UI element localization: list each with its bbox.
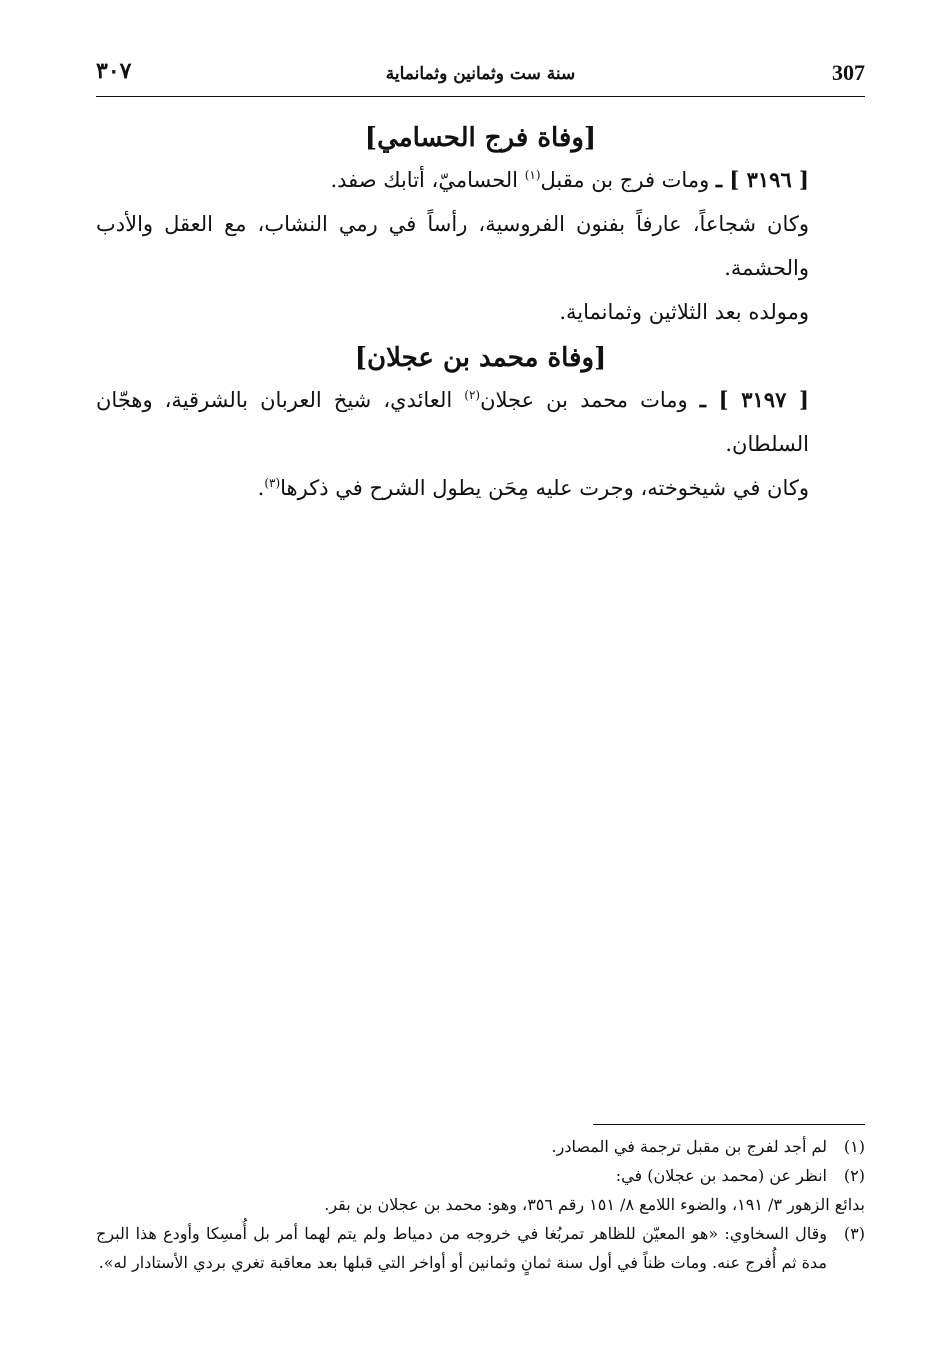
page-number-latin: 307 xyxy=(832,60,865,85)
footnote-mark: (٣) xyxy=(843,1224,865,1243)
entry-text: العائدي، شيخ العربان بالشرقية، وهجّان السلطان. xyxy=(96,388,809,456)
entry-paragraph xyxy=(96,378,865,466)
footnote-ref: (١) xyxy=(524,168,541,182)
footnote-text: وقال السخاوي: «هو المعيّن للظاهر تمربُغا في خروجه من دمياط ولم يتم لهما أمر بل أُمسِكا وأودع هذا البرج مدة ثم أُفرج عنه. ومات ظناً في أول سنة ثمانٍ وثمانين أو أواخر التي قبلها بعد معاقبة تغري بردي الأستادار له». xyxy=(96,1224,827,1272)
footnote-3 xyxy=(96,1219,865,1277)
footnote-2-continuation: بدائع الزهور ٣/ ١٩١، والضوء اللامع ٨/ ١٥١ رقم ٣٥٦، وهو: محمد بن عجلان بن بقر. xyxy=(324,1195,865,1214)
footnote-separator xyxy=(593,1124,865,1125)
entry-number: [ ٣١٩٦ ] ـ xyxy=(715,167,809,192)
running-title: سنة ست وثمانين وثمانماية xyxy=(385,64,576,84)
body-paragraph: ومولده بعد الثلاثين وثمانماية. xyxy=(559,300,809,324)
entry-number: [ ٣١٩٧ ] ـ xyxy=(699,387,809,412)
footnote-ref: (٣) xyxy=(264,476,281,490)
entry-text: الحساميّ، أتابك صفد. xyxy=(330,168,525,192)
body-paragraph: وكان شجاعاً، عارفاً بفنون الفروسية، رأساً في رمي النشاب، مع العقل والأدب والحشمة. xyxy=(96,212,809,280)
page-number-arabic: ٣٠٧ xyxy=(96,58,132,84)
entry-text: ومات فرج بن مقبل xyxy=(540,168,716,192)
footnote-text: لم أجد لفرج بن مقبل ترجمة في المصادر. xyxy=(551,1137,827,1156)
body-text: . xyxy=(257,476,265,500)
body-text: وكان في شيخوخته، وجرت عليه مِحَن يطول الشرح في ذكرها xyxy=(280,476,809,500)
entry-text: ومات محمد بن عجلان xyxy=(480,388,700,412)
page-header xyxy=(96,58,865,97)
footnote-mark: (٢) xyxy=(843,1166,865,1185)
footnotes xyxy=(96,1132,865,1277)
section-heading: [وفاة محمد بن عجلان] xyxy=(354,343,607,373)
section-heading: [وفاة فرج الحسامي] xyxy=(364,123,597,153)
entry-paragraph xyxy=(96,158,865,202)
footnote-ref: (٢) xyxy=(464,388,481,402)
footnote-2 xyxy=(96,1161,865,1190)
footnote-text: انظر عن (محمد بن عجلان) في: xyxy=(615,1166,827,1185)
section-farag xyxy=(96,118,865,334)
body-paragraph xyxy=(96,466,865,510)
footnote-mark: (١) xyxy=(843,1137,865,1156)
section-ajlan xyxy=(96,338,865,510)
footnote-1 xyxy=(96,1132,865,1161)
